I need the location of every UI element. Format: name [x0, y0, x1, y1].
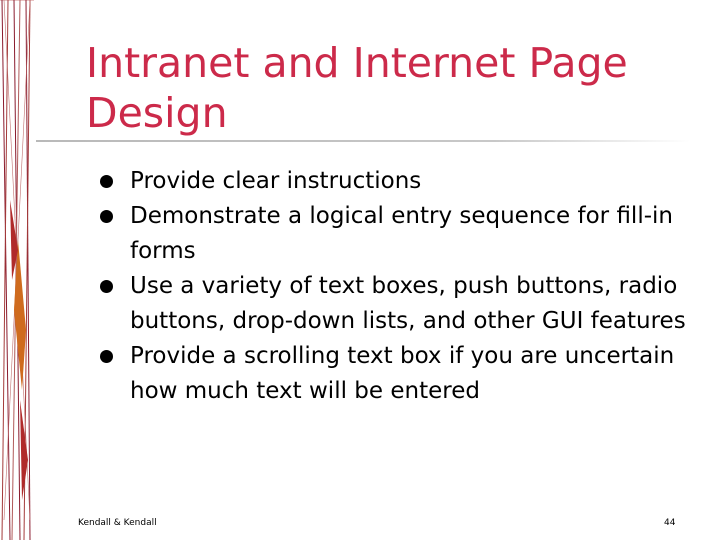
title-divider	[36, 140, 690, 142]
bullet-icon	[100, 280, 113, 293]
footer-author: Kendall & Kendall	[78, 518, 157, 528]
bullet-icon	[100, 210, 113, 223]
bullet-text: Provide clear instructions	[130, 168, 422, 194]
bullet-icon	[100, 350, 113, 363]
decorative-left-stripe	[0, 0, 34, 540]
page-number: 44	[664, 518, 676, 528]
bullet-icon	[100, 175, 113, 188]
bullet-item	[100, 164, 700, 199]
bullet-text: Demonstrate a logical entry sequence for fill-in forms	[130, 203, 673, 264]
bullet-item	[100, 339, 700, 409]
bullet-text: Use a variety of text boxes, push buttons, radio buttons, drop-down lists, and other GUI features	[130, 273, 686, 334]
bullet-item	[100, 269, 700, 339]
slide-title: Intranet and Internet Page Design	[86, 39, 628, 137]
bullet-text: Provide a scrolling text box if you are uncertain how much text will be entered	[130, 343, 675, 404]
bullet-list	[100, 164, 700, 409]
bullet-item	[100, 199, 700, 269]
